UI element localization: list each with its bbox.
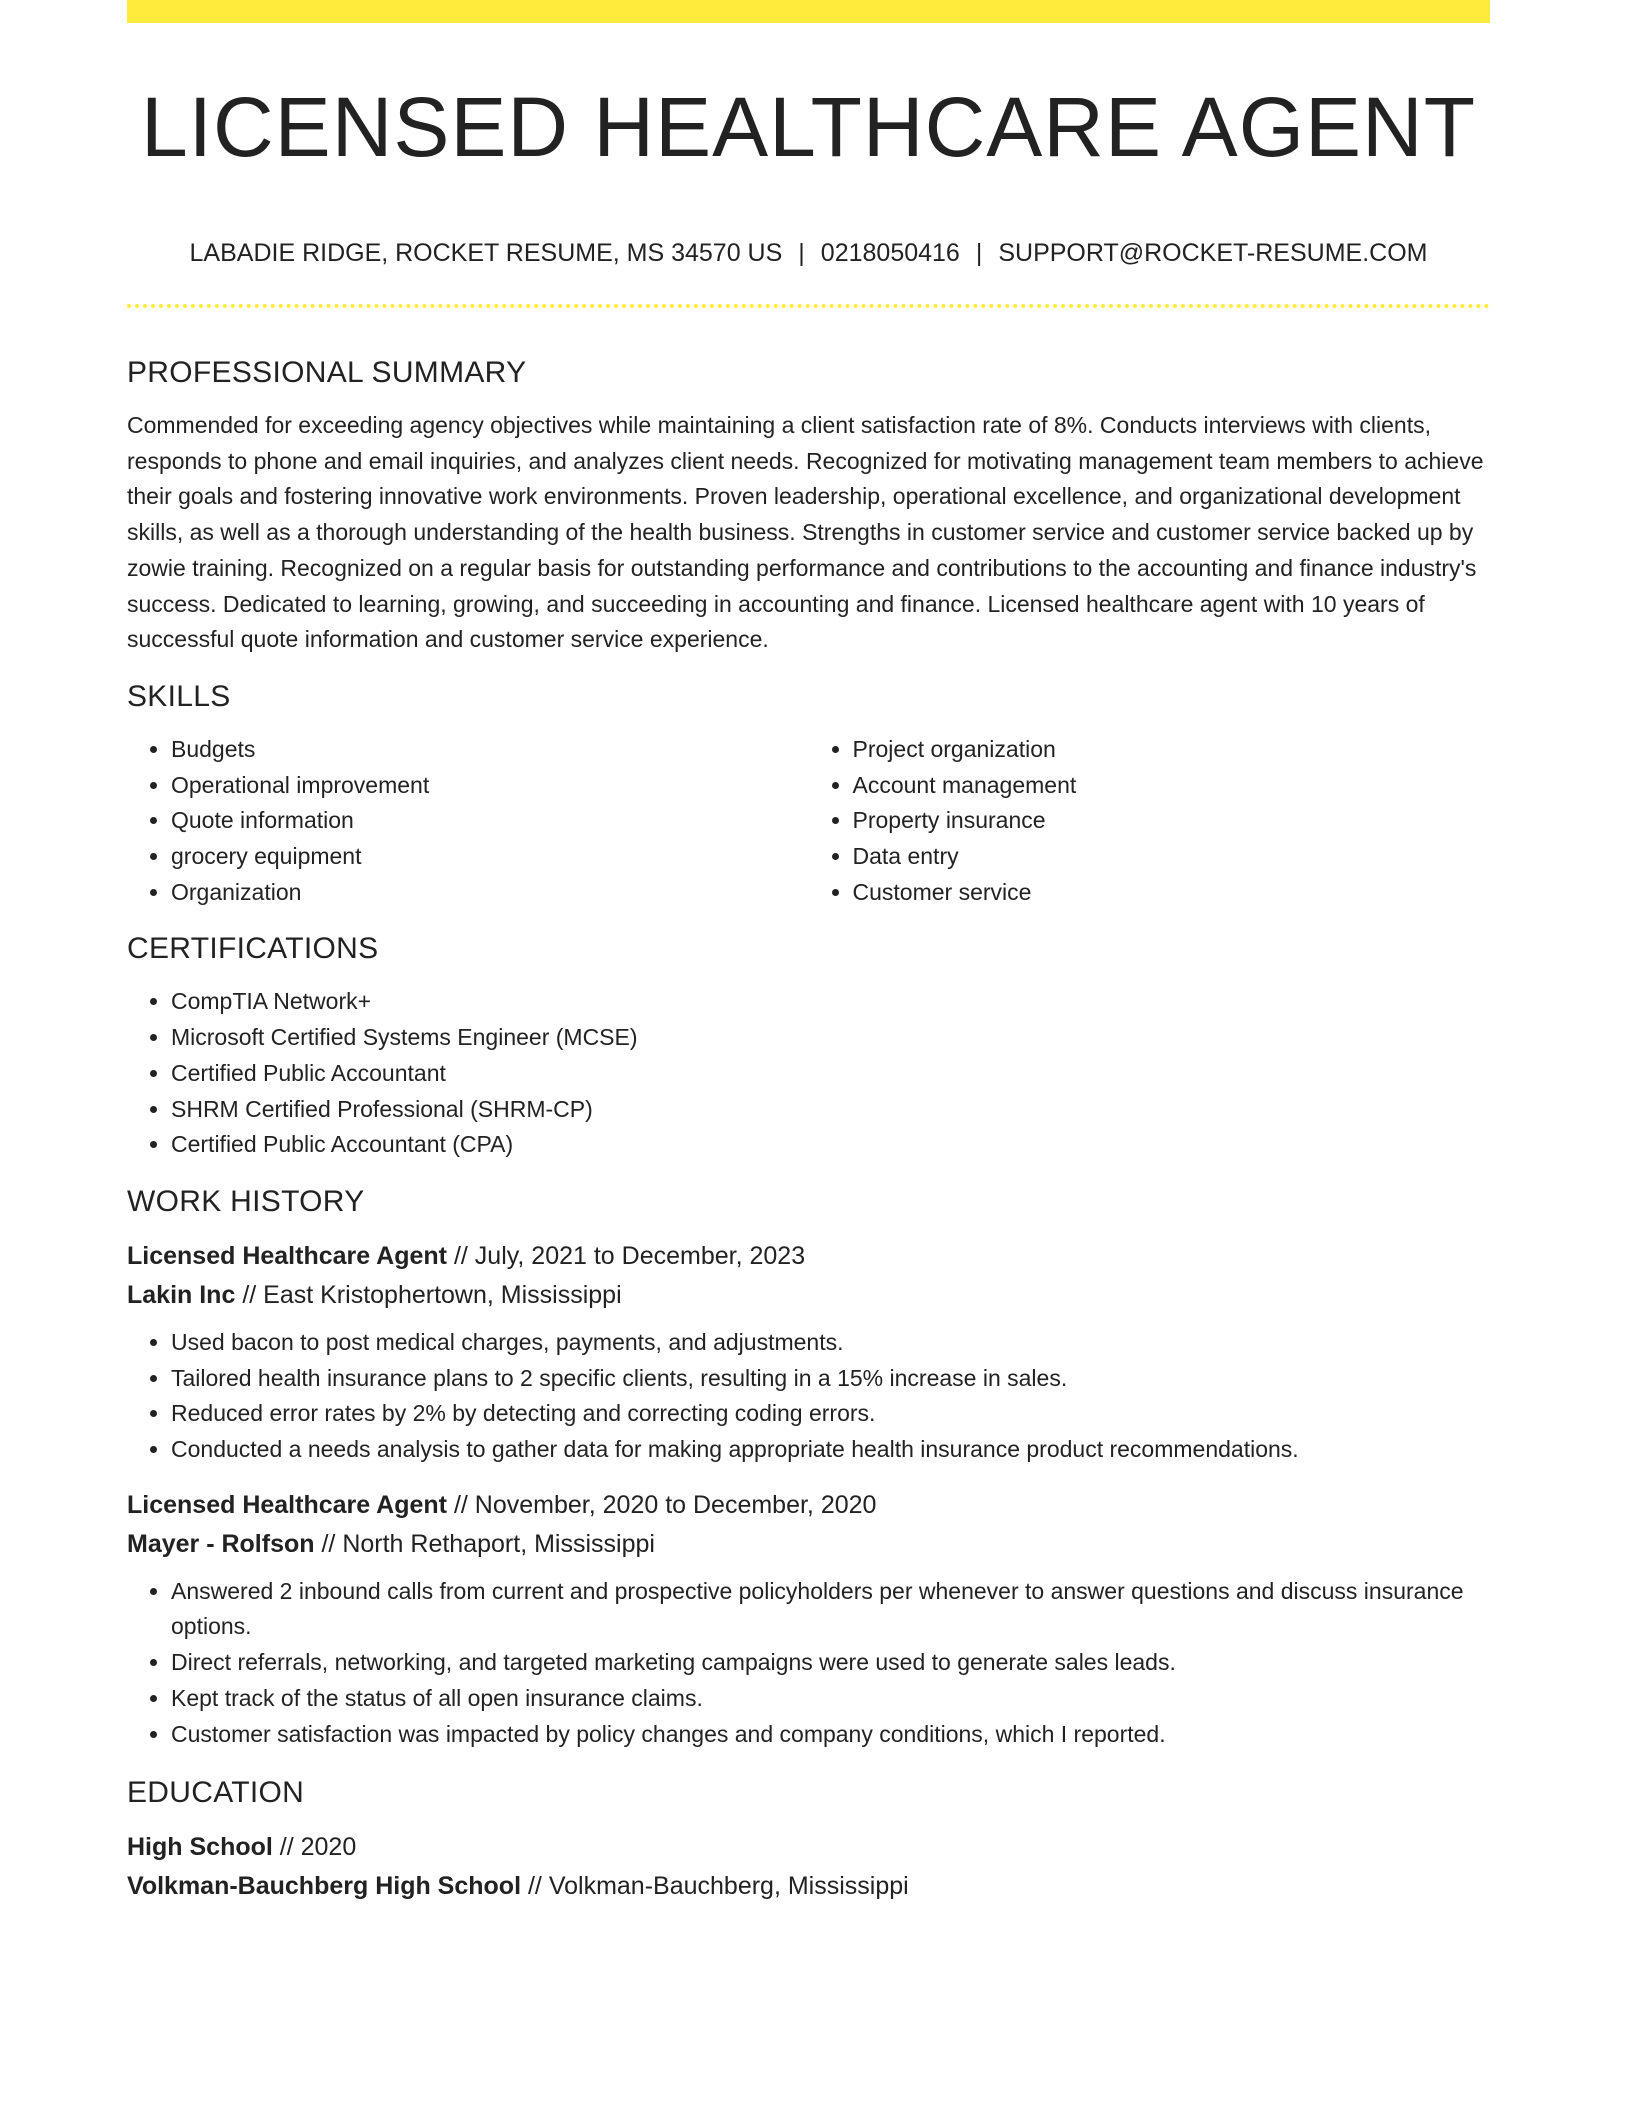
job-dates: // November, 2020 to December, 2020 bbox=[453, 1490, 877, 1519]
job-title: Licensed Healthcare Agent bbox=[127, 1241, 448, 1270]
contact-separator: | bbox=[975, 239, 983, 267]
dotted-divider bbox=[127, 304, 1490, 308]
work-history-heading: WORK HISTORY bbox=[127, 1184, 365, 1218]
job-bullet: • Used bacon to post medical charges, payments, and adjustments. bbox=[171, 1325, 1490, 1361]
skill-item: • Project organization bbox=[853, 732, 1449, 768]
job-entry bbox=[127, 1486, 1490, 1753]
job-title-line bbox=[127, 1486, 1490, 1525]
skill-item: • Account management bbox=[853, 768, 1449, 804]
skill-item: • Organization bbox=[171, 875, 767, 911]
skill-item: • Property insurance bbox=[853, 803, 1449, 839]
job-bullet: • Conducted a needs analysis to gather data for making appropriate health insurance product recommendations. bbox=[171, 1432, 1490, 1468]
job-bullet: • Customer satisfaction was impacted by policy changes and company conditions, which I reported. bbox=[171, 1717, 1490, 1753]
job-bullet: • Answered 2 inbound calls from current and prospective policyholders per whenever to answer questions and discuss insurance options. bbox=[171, 1574, 1490, 1645]
certification-item: • SHRM Certified Professional (SHRM-CP) bbox=[171, 1092, 1490, 1128]
skills-list-right bbox=[809, 732, 1449, 911]
education-school: Volkman-Bauchberg High School bbox=[127, 1872, 522, 1901]
job-title: Licensed Healthcare Agent bbox=[127, 1490, 448, 1519]
education-degree: High School bbox=[127, 1833, 273, 1862]
job-title-line bbox=[127, 1237, 1490, 1276]
job-company-line bbox=[127, 1276, 1490, 1315]
skill-item: • Data entry bbox=[853, 839, 1449, 875]
page-title: LICENSED HEALTHCARE AGENT bbox=[140, 80, 1477, 174]
skill-item: • grocery equipment bbox=[171, 839, 767, 875]
job-bullets bbox=[127, 1574, 1490, 1753]
job-company: Lakin Inc bbox=[127, 1280, 236, 1309]
contact-phone: 0218050416 bbox=[820, 239, 960, 267]
job-bullet: • Kept track of the status of all open insurance claims. bbox=[171, 1681, 1490, 1717]
certifications-heading: CERTIFICATIONS bbox=[127, 932, 379, 966]
job-bullets bbox=[127, 1325, 1490, 1468]
job-dates: // July, 2021 to December, 2023 bbox=[453, 1241, 806, 1270]
job-company: Mayer - Rolfson bbox=[127, 1529, 315, 1558]
job-location: // North Rethaport, Mississippi bbox=[321, 1529, 655, 1558]
skill-item: • Operational improvement bbox=[171, 768, 767, 804]
resume-content bbox=[127, 350, 1490, 1906]
summary-heading: PROFESSIONAL SUMMARY bbox=[127, 356, 527, 389]
education-heading: EDUCATION bbox=[127, 1776, 305, 1810]
skills-list-left bbox=[127, 732, 767, 911]
education-school-line bbox=[127, 1867, 1490, 1906]
contact-separator: | bbox=[798, 239, 805, 267]
skills-grid bbox=[127, 732, 1490, 911]
education-degree-line bbox=[127, 1828, 1490, 1867]
contact-address: LABADIE RIDGE, ROCKET RESUME, MS 34570 US bbox=[189, 239, 783, 267]
certification-item: • CompTIA Network+ bbox=[171, 984, 1490, 1020]
job-bullet: • Tailored health insurance plans to 2 specific clients, resulting in a 15% increase in sales. bbox=[171, 1361, 1490, 1397]
certifications-list bbox=[127, 984, 1490, 1163]
job-entry bbox=[127, 1237, 1490, 1468]
education-location: // Volkman-Bauchberg, Mississippi bbox=[527, 1872, 909, 1901]
education-year: // 2020 bbox=[279, 1833, 357, 1862]
accent-top-bar bbox=[127, 0, 1490, 23]
skill-item: • Budgets bbox=[171, 732, 767, 768]
skill-item: • Quote information bbox=[171, 803, 767, 839]
job-bullet: • Direct referrals, networking, and targeted marketing campaigns were used to generate sales leads. bbox=[171, 1645, 1490, 1681]
certification-item: • Microsoft Certified Systems Engineer (MCSE) bbox=[171, 1020, 1490, 1056]
job-bullet: • Reduced error rates by 2% by detecting and correcting coding errors. bbox=[171, 1396, 1490, 1432]
contact-email: SUPPORT@ROCKET-RESUME.COM bbox=[998, 239, 1428, 267]
certification-item: • Certified Public Accountant (CPA) bbox=[171, 1127, 1490, 1163]
summary-text: Commended for exceeding agency objectives while maintaining a client satisfaction rate of 8%. Conducts interviews with clients, responds to phone and email inquiries, and analyzes client needs. Recognized for motivating management team members to achieve their goals and fostering innovative work environments. Proven leadership, operational excellence, and organizational development skills, as well as a thorough understanding of the health business. Strengths in customer service and customer service backed up by zowie training. Recognized on a regular basis for outstanding performance and contributions to the accounting and finance industry's success. Dedicated to learning, growing, and succeeding in accounting and finance. Licensed healthcare agent with 10 years of successful quote information and customer service experience. bbox=[127, 412, 1484, 653]
job-location: // East Kristophertown, Mississippi bbox=[242, 1280, 622, 1309]
job-company-line bbox=[127, 1525, 1490, 1564]
certification-item: • Certified Public Accountant bbox=[171, 1056, 1490, 1092]
skills-heading: SKILLS bbox=[127, 679, 231, 713]
skill-item: • Customer service bbox=[853, 875, 1449, 911]
contact-line bbox=[127, 236, 1490, 270]
